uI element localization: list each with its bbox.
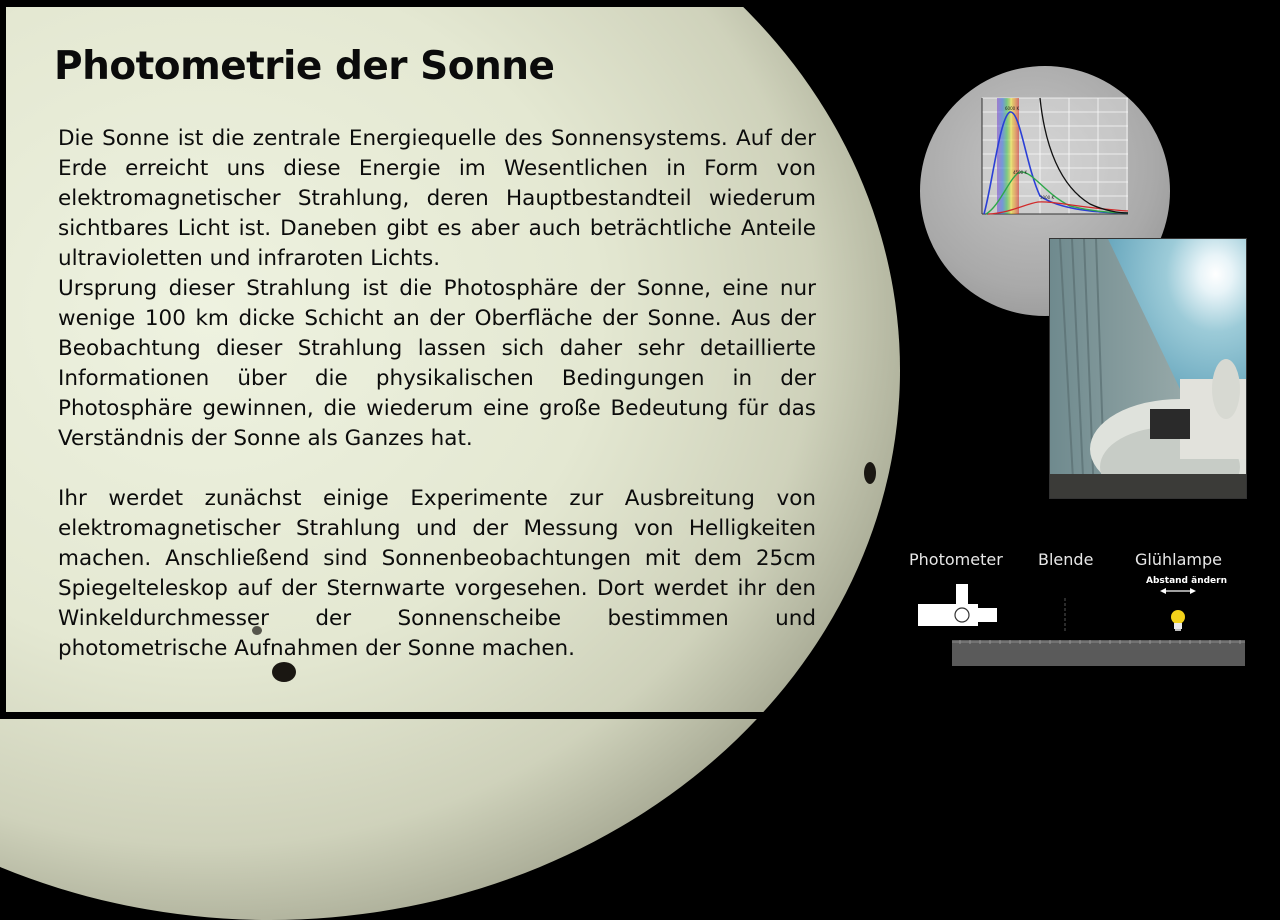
sunspot [272,662,296,682]
lightbulb-icon[interactable] [1171,610,1185,631]
blende-label: Blende [1038,550,1094,569]
frame-border [0,712,1280,719]
curve-label: 3000 K [1040,195,1055,200]
photometer-port [978,608,997,622]
frame-border [0,0,6,719]
sunspot [864,462,876,484]
double-arrow-icon[interactable] [1160,588,1196,594]
curve-label: 6000 K [1005,106,1020,111]
distance-change-label: Abstand ändern [1146,576,1227,586]
telescope-dome-photo [1049,238,1247,499]
paragraph-intro: Die Sonne ist die zentrale Energiequelle des Sonnensystems. Auf der Erde erreicht uns diese Energie im Wesentlichen in Form von elektromagnetischer Strahlung, deren Hauptbestandteil wiederum sichtbares Licht ist. Daneben gibt es aber auch beträchtliche Anteile ultravioletten und infraroten Lichts. [58,126,816,271]
paragraph-photosphere: Ursprung dieser Strahlung ist die Photosphäre der Sonne, eine nur wenige 100 km dicke Schicht an der Oberfläche der Sonne. Aus der Beobachtung dieser Strahlung lassen sich daher sehr detaillierte Informationen über die physikalischen Bedingungen in der Photosphäre gewinnen, die wiederum eine große Bedeutung für das Verständnis der Sonne als Ganzes hat. [58,276,816,451]
photometer-eyepiece [955,608,969,622]
body-text [58,124,816,664]
apparatus-diagram [900,580,1260,680]
photometer-label: Photometer [909,550,1003,569]
curve-label: 4500 K [1013,170,1028,175]
optical-bench [952,640,1245,666]
paragraph-experiments: Ihr werdet zunächst einige Experimente zur Ausbreitung von elektromagnetischer Strahlung und der Messung von Helligkeiten machen. Anschließend sind Sonnenbeobachtungen mit dem 25cm Spiegelteleskop auf der Sternwarte vorgesehen. Dort werdet ihr den Winkeldurchmesser der Sonnenscheibe bestimmen und photometrische Aufnahmen der Sonne machen. [58,486,816,661]
photometer-tube [956,584,968,604]
page-title: Photometrie der Sonne [54,44,555,89]
frame-border [0,0,1280,7]
gluehlampe-label: Glühlampe [1135,550,1222,569]
